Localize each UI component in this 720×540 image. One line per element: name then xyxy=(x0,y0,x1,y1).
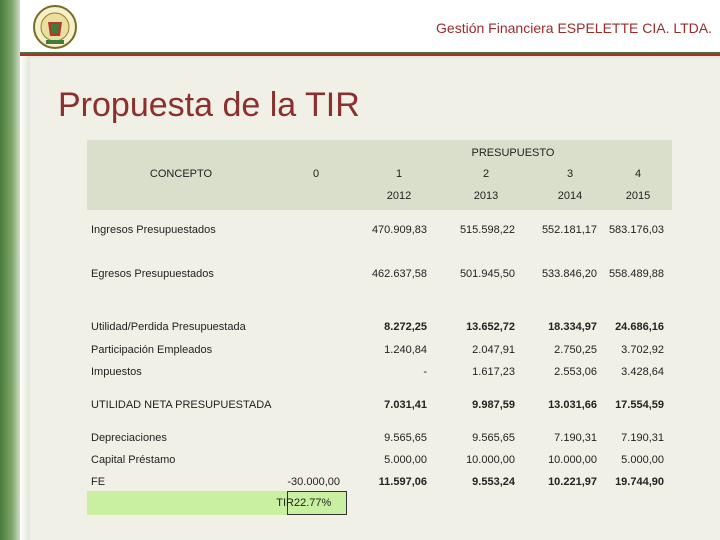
table-cell: 13.031,66 xyxy=(548,399,597,411)
row-label: Capital Préstamo xyxy=(91,454,176,466)
year-header: 2015 xyxy=(625,190,651,202)
table-cell: 533.846,20 xyxy=(541,268,597,280)
period-header: 2 xyxy=(482,168,490,180)
table-cell: 7.190,31 xyxy=(554,432,597,444)
table-cell: 583.176,03 xyxy=(608,224,664,236)
tir-label: TIR xyxy=(276,497,294,509)
presupuesto-header: PRESUPUESTO xyxy=(471,147,555,159)
left-decoration-bar xyxy=(0,0,20,540)
row-label: Ingresos Presupuestados xyxy=(91,224,216,236)
table-cell: - xyxy=(423,366,427,378)
table-cell: 558.489,88 xyxy=(608,268,664,280)
table-cell: 2.047,91 xyxy=(472,344,515,356)
row-label: Depreciaciones xyxy=(91,432,167,444)
tir-value: 22.77% xyxy=(294,497,332,509)
row-label: FE xyxy=(91,476,106,488)
table-cell: 1.617,23 xyxy=(472,366,515,378)
row-label: Egresos Presupuestados xyxy=(91,268,214,280)
table-cell: 10.000,00 xyxy=(548,454,597,466)
concepto-header: CONCEPTO xyxy=(149,168,213,180)
table-cell: 5.000,00 xyxy=(384,454,427,466)
table-cell: 17.554,59 xyxy=(615,399,664,411)
table-cell: 1.240,84 xyxy=(384,344,427,356)
table-cell: 9.987,59 xyxy=(472,399,515,411)
table-cell: 24.686,16 xyxy=(615,321,664,333)
period-header: 3 xyxy=(566,168,574,180)
table-cell: 462.637,58 xyxy=(371,268,427,280)
table-cell: 9.553,24 xyxy=(472,476,515,488)
table-cell: 18.334,97 xyxy=(548,321,597,333)
table-cell: 501.945,50 xyxy=(459,268,515,280)
table-cell: 10.000,00 xyxy=(466,454,515,466)
company-name: Gestión Financiera ESPELETTE CIA. LTDA. xyxy=(436,20,712,36)
table-cell: 9.565,65 xyxy=(384,432,427,444)
table-cell: 7.190,31 xyxy=(621,432,664,444)
table-cell: 515.598,22 xyxy=(459,224,515,236)
period-header: 1 xyxy=(395,168,403,180)
row-label: Impuestos xyxy=(91,366,142,378)
tir-background xyxy=(87,491,287,515)
row-label: UTILIDAD NETA PRESUPUESTADA xyxy=(91,399,272,411)
table-cell: 5.000,00 xyxy=(621,454,664,466)
table-cell: 10.221,97 xyxy=(548,476,597,488)
year-header: 2013 xyxy=(473,190,499,202)
header-stripe xyxy=(20,52,720,56)
year-header: 2012 xyxy=(386,190,412,202)
table-cell: 8.272,25 xyxy=(384,321,427,333)
table-cell: 11.597,06 xyxy=(378,476,427,488)
year-header: 2014 xyxy=(557,190,583,202)
table-cell: 19.744,90 xyxy=(615,476,664,488)
table-cell: 7.031,41 xyxy=(384,399,427,411)
table-cell: 13.652,72 xyxy=(466,321,515,333)
page-title: Propuesta de la TIR xyxy=(58,86,360,124)
row-label: Participación Empleados xyxy=(91,344,213,356)
period-header: 0 xyxy=(312,168,320,180)
content-area xyxy=(30,58,720,540)
row-label: Utilidad/Perdida Presupuestada xyxy=(91,321,246,333)
table-cell: 2.553,06 xyxy=(554,366,597,378)
table-cell: 2.750,25 xyxy=(554,344,597,356)
table-cell: 3.702,92 xyxy=(621,344,664,356)
table-cell: 3.428,64 xyxy=(621,366,664,378)
period-header: 4 xyxy=(634,168,642,180)
table-cell: 470.909,83 xyxy=(371,224,427,236)
left-decoration-inner xyxy=(20,55,30,540)
table-cell: -30.000,00 xyxy=(287,476,340,488)
table-cell: 9.565,65 xyxy=(472,432,515,444)
table-cell: 552.181,17 xyxy=(541,224,597,236)
company-logo xyxy=(32,4,78,50)
